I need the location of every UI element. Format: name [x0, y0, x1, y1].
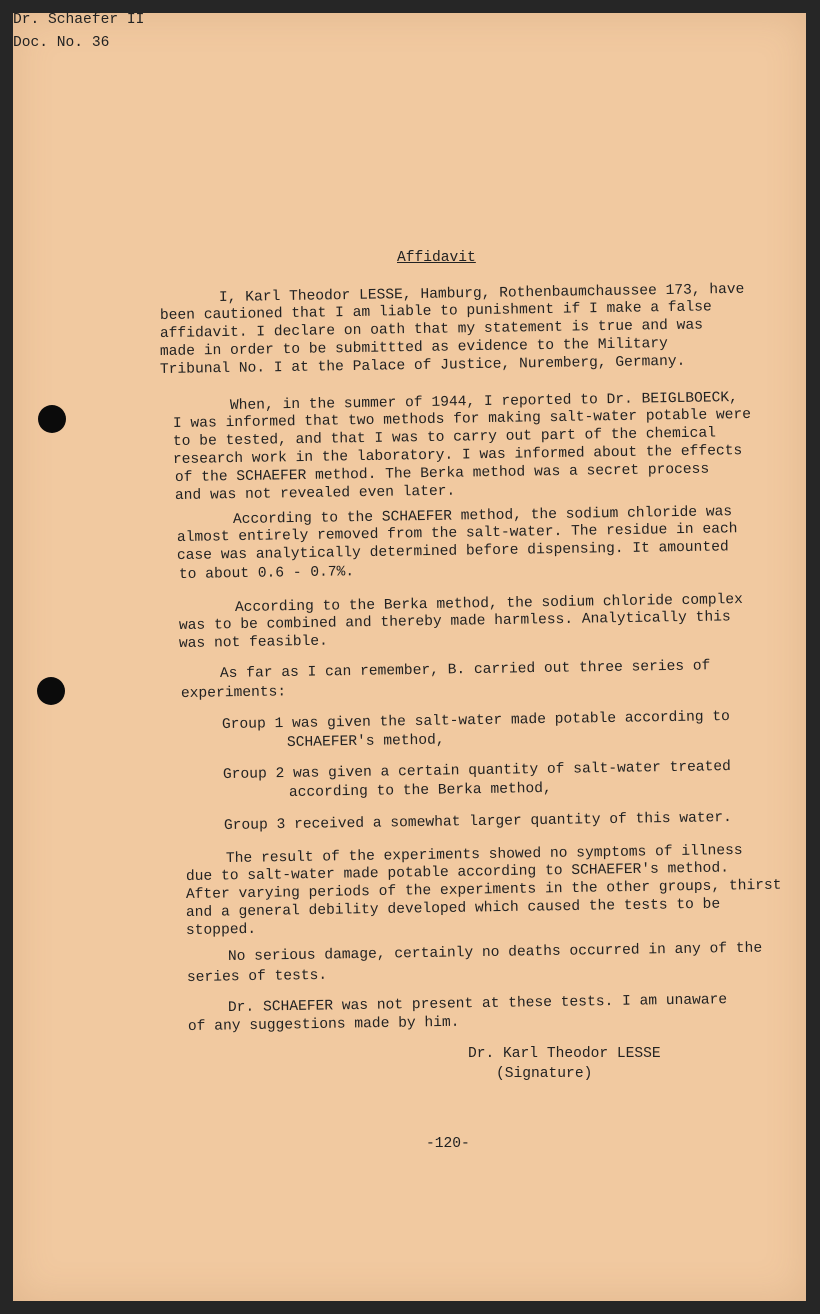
heading-line-1: Dr. Schaefer II — [13, 12, 145, 28]
punch-hole-bottom — [37, 677, 65, 705]
text-line: As far as I can remember, B. carried out three series of — [219, 658, 711, 682]
text-line: Tribunal No. I at the Palace of Justice, Nuremberg, Germany. — [159, 353, 686, 378]
text-line: and a general debility developed which caused the tests to be — [185, 896, 721, 921]
text-line: The result of the experiments showed no symptoms of illness — [225, 842, 743, 867]
text-line: I was informed that two methods for making salt-water potable were — [172, 406, 752, 432]
text-line: Group 2 was given a certain quantity of salt-water treated — [222, 759, 732, 783]
text-line: series of tests. — [186, 967, 328, 986]
text-line: was to be combined and thereby made harmless. Analytically this — [178, 609, 731, 634]
document-page — [13, 13, 806, 1301]
text-line: Group 1 was given the salt-water made potable according to — [221, 709, 731, 733]
text-line: SCHAEFER's method, — [286, 732, 445, 751]
document-heading — [13, 13, 183, 50]
text-line: After varying periods of the experiments in the other groups, thirst — [185, 877, 782, 903]
text-line: due to salt-water made potable according to SCHAEFER's method. — [185, 860, 730, 885]
text-line: Dr. SCHAEFER was not present at these tests. I am unaware — [227, 992, 728, 1016]
text-line: made in order to be submittted as evidence to the Military — [159, 336, 669, 360]
text-line: case was analytically determined before dispensing. It amounted — [176, 539, 729, 564]
text-line: and was not revealed even later. — [174, 483, 456, 504]
text-line: been cautioned that I am liable to punishment if I make a false — [159, 299, 712, 324]
text-line: almost entirely removed from the salt-water. The residue in each — [176, 521, 738, 546]
signature-block — [468, 1047, 661, 1086]
text-line: according to the Berka method, — [288, 780, 552, 801]
text-line: to be tested, and that I was to carry out part of the chemical — [172, 425, 717, 450]
text-line: According to the Berka method, the sodium chloride complex — [234, 592, 744, 616]
document-title: Affidavit — [397, 250, 476, 266]
text-line: When, in the summer of 1944, I reported to Dr. BEIGLBOECK, — [229, 390, 739, 414]
punch-hole-top — [38, 405, 66, 433]
text-line: I, Karl Theodor LESSE, Hamburg, Rothenbaumchaussee 173, have — [218, 281, 745, 306]
text-line: According to the SCHAEFER method, the sodium chloride was — [232, 504, 733, 528]
text-line: experiments: — [180, 684, 287, 702]
text-line: stopped. — [185, 921, 257, 939]
text-line: of the SCHAEFER method. The Berka method was a secret process — [174, 461, 710, 486]
text-line: research work in the laboratory. I was informed about the effects — [172, 443, 743, 468]
text-line: Group 3 received a somewhat larger quantity of this water. — [223, 810, 733, 834]
page-number: -120- — [426, 1136, 470, 1152]
text-line: affidavit. I declare on oath that my statement is true and was — [159, 317, 704, 342]
signature-name: Dr. Karl Theodor LESSE — [468, 1046, 661, 1062]
heading-line-2: Doc. No. 36 — [13, 34, 110, 51]
text-line: to about 0.6 - 0.7%. — [178, 564, 355, 583]
text-line: was not feasible. — [178, 633, 328, 652]
signature-caption: (Signature) — [496, 1065, 593, 1082]
text-line: No serious damage, certainly no deaths occurred in any of the — [227, 940, 763, 965]
text-line: of any suggestions made by him. — [187, 1014, 460, 1035]
